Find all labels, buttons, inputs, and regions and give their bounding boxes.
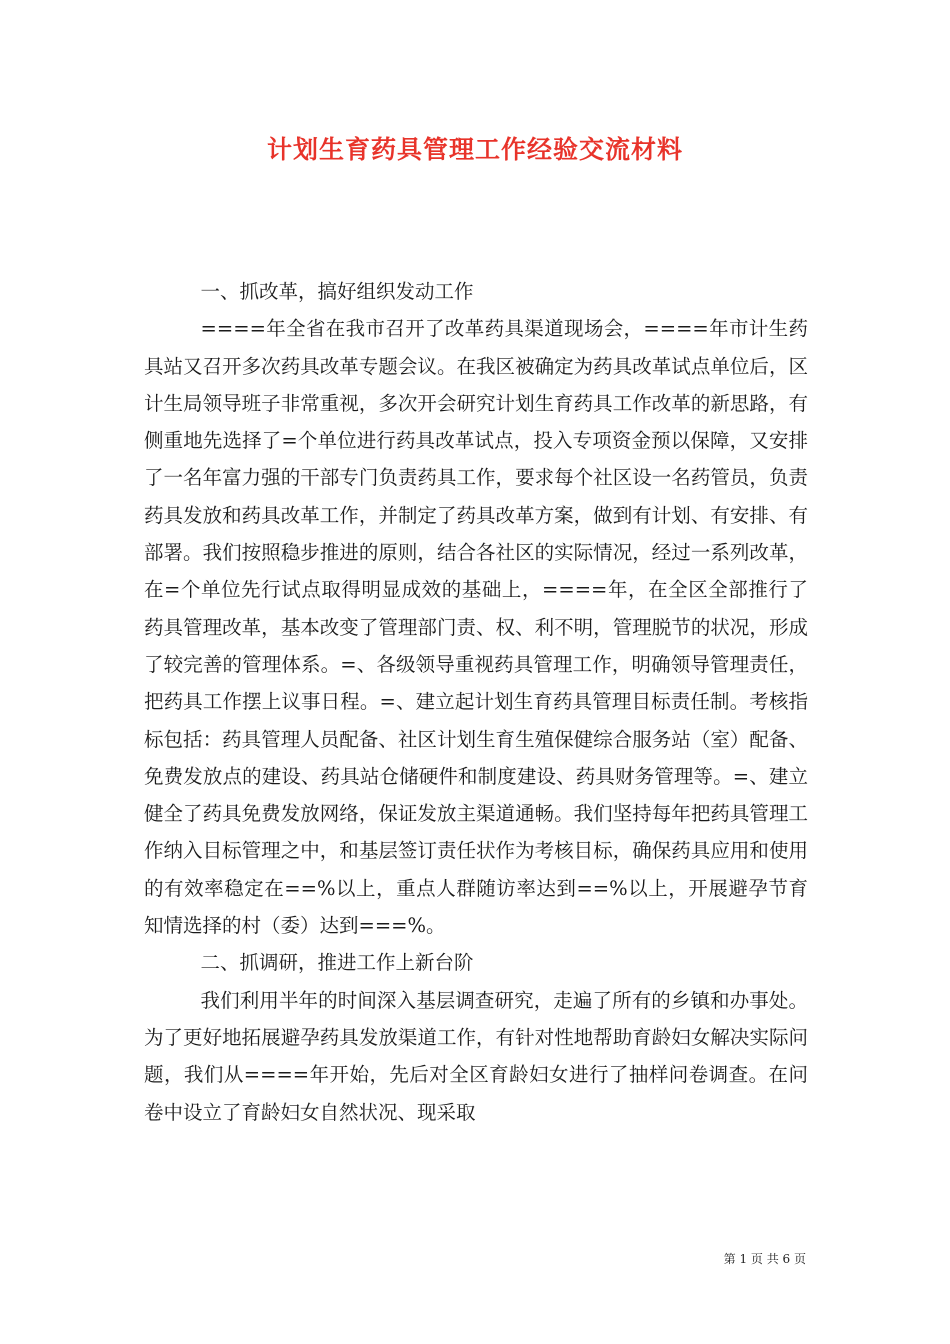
page-number-footer: 第 1 页 共 6 页	[723, 1252, 806, 1266]
body-paragraph-2: 我们利用半年的时间深入基层调查研究，走遍了所有的乡镇和办事处。为了更好地拓展避孕药具发放渠道工作，有针对性地帮助育龄妇女解决实际问题，我们从====年开始，先后对全区育龄妇女进行了抽样问卷调查。在问卷中设立了育龄妇女自然状况、现采取	[144, 988, 808, 1124]
body-paragraph-1: ====年全省在我市召开了改革药具渠道现场会，====年市计生药具站又召开多次药具改革专题会议。在我区被确定为药具改革试点单位后，区计生局领导班子非常重视，多次开会研究计划生育药具工作改革的新思路，有侧重地先选择了=个单位进行药具改革试点，投入专项资金预以保障，又安排了一名年富力强的干部专门负责药具工作，要求每个社区设一名药管员，负责药具发放和药具改革工作，并制定了药具改革方案，做到有计划、有安排、有部署。我们按照稳步推进的原则，结合各社区的实际情况，经过一系列改革，在=个单位先行试点取得明显成效的基础上，====年，在全区全部推行了药具管理改革，基本改变了管理部门责、权、利不明，管理脱节的状况，形成了较完善的管理体系。=、各级领导重视药具管理工作，明确领导管理责任，把药具工作摆上议事日程。=、建立起计划生育药具管理目标责任制。考核指标包括：药具管理人员配备、社区计划生育生殖保健综合服务站（室）配备、免费发放点的建设、药具站仓储硬件和制度建设、药具财务管理等。=、建立健全了药具免费发放网络，保证发放主渠道通畅。我们坚持每年把药具管理工作纳入目标管理之中，和基层签订责任状作为考核目标，确保药具应用和使用的有效率稳定在==%以上，重点人群随访率达到==%以上，开展避孕节育知情选择的村（委）达到===%。	[144, 317, 808, 938]
section-heading-2: 二、抓调研，推进工作上新台阶	[200, 951, 474, 975]
section-heading-1: 一、抓改革，搞好组织发动工作	[200, 280, 474, 303]
document-body	[144, 273, 808, 1131]
document-title: 计划生育药具管理工作经验交流材料	[266, 135, 683, 164]
